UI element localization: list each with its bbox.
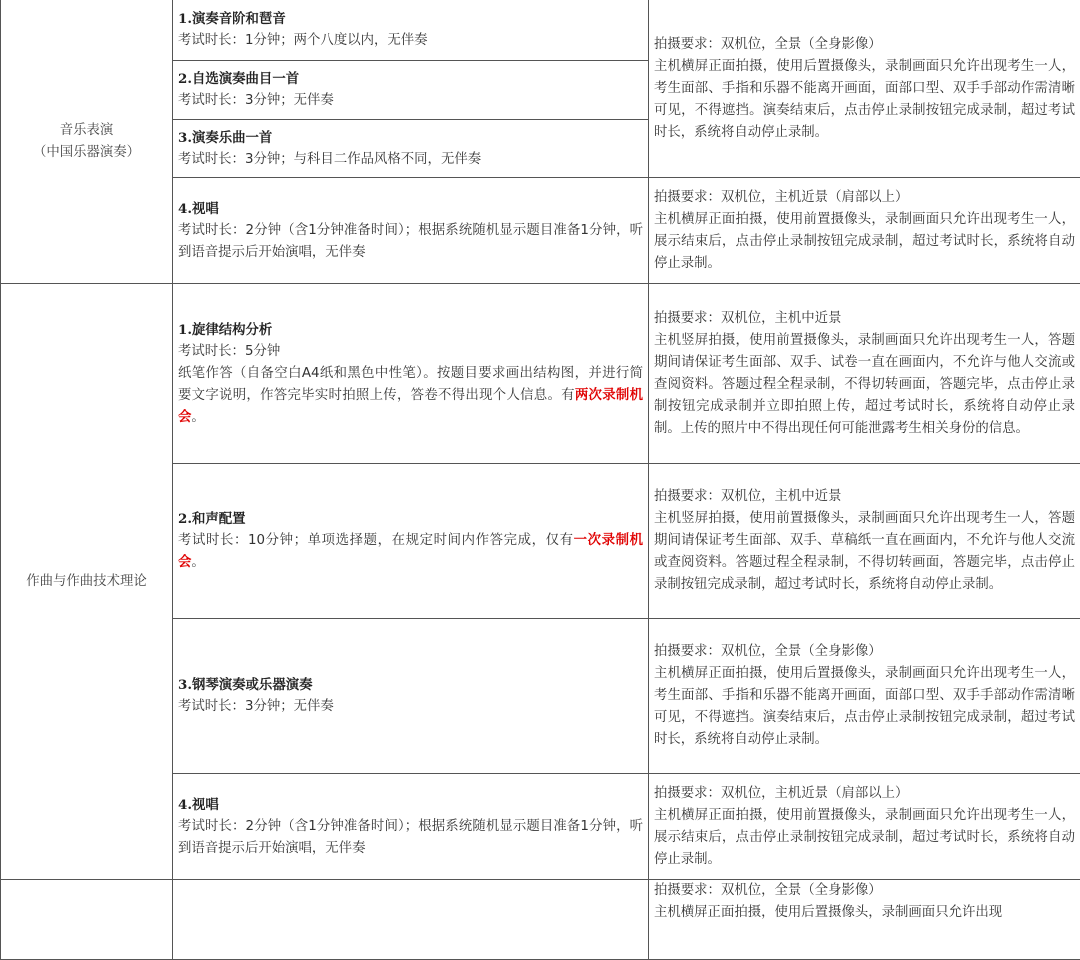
exam-item-body: 考试时长：2分钟（含1分钟准备时间）；根据系统随机显示题目准备1分钟，听到语音提示后开始演唱，无伴奏 xyxy=(178,220,643,264)
table-row xyxy=(1,284,1080,464)
filming-requirement-header: 拍摄要求：双机位，主机中近景 xyxy=(654,308,1075,330)
exam-item-body: 考试时长：3分钟；与科目二作品风格不同，无伴奏 xyxy=(178,149,643,171)
exam-item-body: 考试时长：3分钟；无伴奏 xyxy=(178,90,643,112)
filming-requirement-header: 拍摄要求：双机位，全景（全身影像） xyxy=(654,34,1075,56)
filming-requirement-cell xyxy=(649,880,1080,960)
filming-requirement-body: 主机横屏正面拍摄，使用后置摄像头，录制画面只允许出现考生一人，考生面部、手指和乐器不能离开画面，面部口型、双手手部动作需清晰可见，不得遮挡。演奏结束后，点击停止录制按钮完成录制，超过考试时长，系统将自动停止录制。 xyxy=(654,663,1075,751)
exam-item-cell xyxy=(173,619,649,774)
exam-item-body: 考试时长：1分钟；两个八度以内，无伴奏 xyxy=(178,30,643,52)
exam-item-cell xyxy=(173,0,649,61)
filming-requirement-header: 拍摄要求：双机位，主机中近景 xyxy=(654,486,1075,508)
exam-item-body-text: 纸笔作答（自备空白A4纸和黑色中性笔）。按题目要求画出结构图，并进行简要文字说明，作答完毕实时拍照上传，答卷不得出现个人信息。有 xyxy=(178,366,643,403)
exam-item-body-detail xyxy=(178,363,643,429)
category-label: 作曲与作曲技术理论 xyxy=(6,571,167,593)
exam-item-cell xyxy=(173,464,649,619)
exam-item-body: 考试时长：2分钟（含1分钟准备时间）；根据系统随机显示题目准备1分钟，听到语音提示后开始演唱，无伴奏 xyxy=(178,816,643,860)
filming-requirement-cell xyxy=(649,464,1080,619)
exam-item-body: 考试时长：3分钟；无伴奏 xyxy=(178,696,643,718)
filming-requirement-cell xyxy=(649,774,1080,880)
exam-item-title: 2.和声配置 xyxy=(178,508,643,530)
exam-item-body xyxy=(178,530,643,574)
filming-requirement-body: 主机横屏正面拍摄，使用前置摄像头，录制画面只允许出现考生一人，展示结束后，点击停止录制按钮完成录制，超过考试时长，系统将自动停止录制。 xyxy=(654,209,1075,275)
category-cell xyxy=(1,284,173,880)
exam-item-title: 1.演奏音阶和琶音 xyxy=(178,8,643,30)
exam-item-body-text: 考试时长：10分钟；单项选择题，在规定时间内作答完成，仅有 xyxy=(178,533,574,548)
exam-item-cell xyxy=(173,61,649,120)
filming-requirement-header: 拍摄要求：双机位，全景（全身影像） xyxy=(654,880,1075,902)
filming-requirement-body: 主机横屏正面拍摄，使用后置摄像头，录制画面只允许出现 xyxy=(654,902,1075,924)
exam-item-body-duration: 考试时长：5分钟 xyxy=(178,341,643,363)
category-cell xyxy=(1,0,173,284)
filming-requirement-header: 拍摄要求：双机位，主机近景（肩部以上） xyxy=(654,187,1075,209)
exam-item-title: 3.钢琴演奏或乐器演奏 xyxy=(178,674,643,696)
exam-item-body-tail: 。 xyxy=(191,555,204,570)
filming-requirement-cell xyxy=(649,619,1080,774)
category-sublabel: （中国乐器演奏） xyxy=(6,142,167,164)
filming-requirement-cell xyxy=(649,0,1080,178)
filming-requirement-header: 拍摄要求：双机位，全景（全身影像） xyxy=(654,641,1075,663)
recording-chances-highlight: 两次录制机会 xyxy=(178,388,643,425)
filming-requirement-body: 主机竖屏拍摄，使用前置摄像头，录制画面只允许出现考生一人，答题期间请保证考生面部、双手、试卷一直在画面内，不允许与他人交流或查阅资料。答题过程全程录制，不得切转画面，答题完毕，点击停止录制按钮完成录制并立即拍照上传，超过考试时长，系统将自动停止录制。上传的照片中不得出现任何可能泄露考生相关身份的信息。 xyxy=(654,330,1075,440)
filming-requirement-cell xyxy=(649,284,1080,464)
exam-item-cell xyxy=(173,284,649,464)
exam-item-cell xyxy=(173,774,649,880)
table-row xyxy=(1,0,1080,61)
exam-item-title: 3.演奏乐曲一首 xyxy=(178,127,643,149)
filming-requirement-body: 主机竖屏拍摄，使用前置摄像头，录制画面只允许出现考生一人，答题期间请保证考生面部、双手、草稿纸一直在画面内，不允许与他人交流或查阅资料。答题过程全程录制，不得切转画面，答题完毕，点击停止录制按钮完成录制，超过考试时长，系统将自动停止录制。 xyxy=(654,508,1075,596)
filming-requirement-cell xyxy=(649,178,1080,284)
exam-item-cell xyxy=(173,880,649,960)
table-row xyxy=(1,880,1080,960)
filming-requirement-body: 主机横屏正面拍摄，使用后置摄像头，录制画面只允许出现考生一人，考生面部、手指和乐器不能离开画面，面部口型、双手手部动作需清晰可见，不得遮挡。演奏结束后，点击停止录制按钮完成录制，超过考试时长，系统将自动停止录制。 xyxy=(654,56,1075,144)
category-label: 音乐表演 xyxy=(6,120,167,142)
exam-item-cell xyxy=(173,120,649,178)
exam-item-title: 1.旋律结构分析 xyxy=(178,319,643,341)
category-cell xyxy=(1,880,173,960)
exam-item-title: 4.视唱 xyxy=(178,198,643,220)
filming-requirement-body: 主机横屏正面拍摄，使用前置摄像头，录制画面只允许出现考生一人，展示结束后，点击停止录制按钮完成录制，超过考试时长，系统将自动停止录制。 xyxy=(654,805,1075,871)
exam-item-body-tail: 。 xyxy=(191,410,204,425)
exam-item-title: 4.视唱 xyxy=(178,794,643,816)
exam-item-title: 2.自选演奏曲目一首 xyxy=(178,68,643,90)
exam-item-cell xyxy=(173,178,649,284)
filming-requirement-header: 拍摄要求：双机位，主机近景（肩部以上） xyxy=(654,783,1075,805)
recording-chances-highlight: 一次录制机会 xyxy=(178,533,643,570)
